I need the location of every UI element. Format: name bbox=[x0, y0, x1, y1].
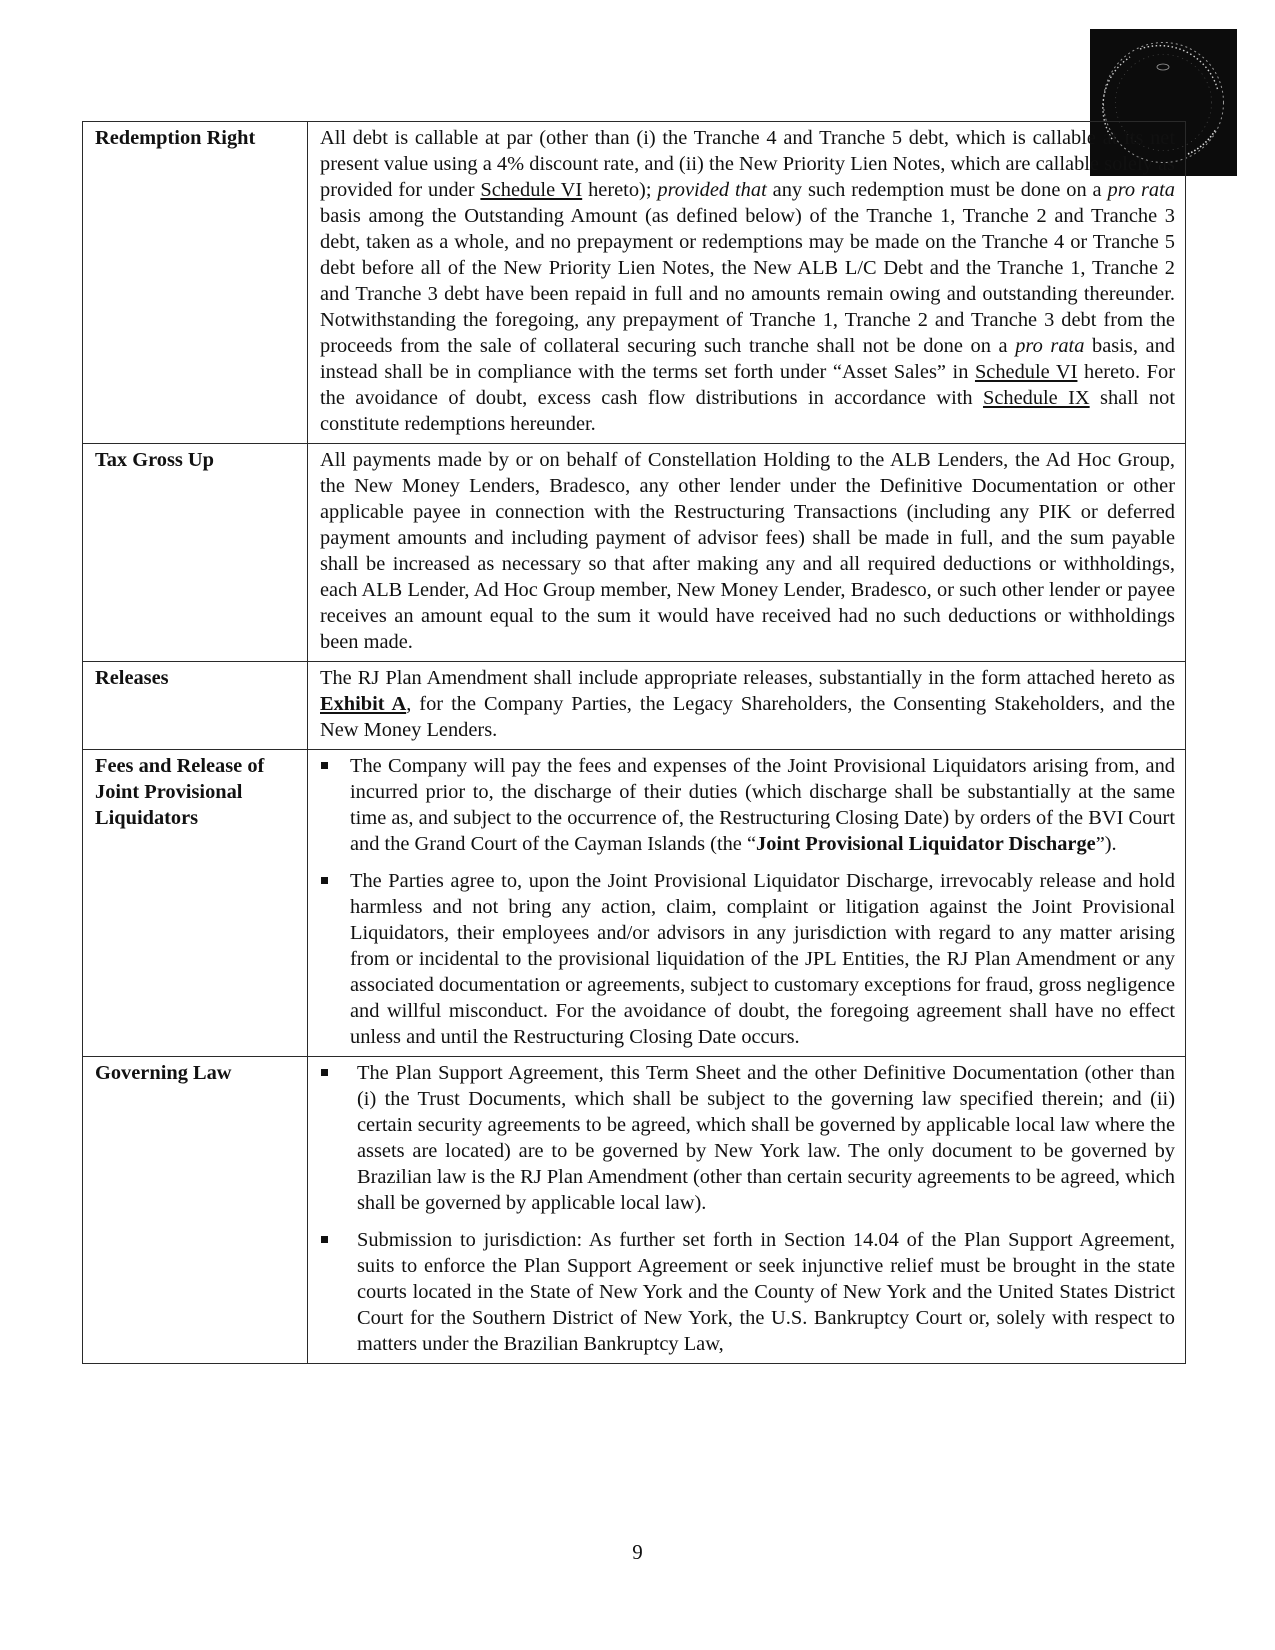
text-run: Submission to jurisdiction: As further set forth in Section 14.04 of the Plan Support Agreement, suits to enforce the Plan Support Agreement or seek injunctive relief must be brought in the state courts located in the State of New York and the County of New York and the United States District Court for the Southern District of New York, the U.S. Bankruptcy Court or, solely with respect to matters under the Brazilian Bankruptcy Law, bbox=[357, 1229, 1175, 1355]
table-row bbox=[83, 750, 1186, 1057]
italic-text: pro rata bbox=[1015, 335, 1085, 357]
square-bullet-icon bbox=[321, 1236, 328, 1243]
row-content-tax-gross-up bbox=[308, 444, 1186, 662]
text-run: shall not constitute redemptions hereunder. bbox=[320, 387, 1175, 435]
list-item bbox=[320, 753, 1175, 857]
text-run: , for the Company Parties, the Legacy Shareholders, the Consenting Stakeholders, and the New Money Lenders. bbox=[320, 693, 1175, 741]
text-run: The RJ Plan Amendment shall include appropriate releases, substantially in the form attached hereto as bbox=[320, 667, 1175, 689]
paragraph: All payments made by or on behalf of Constellation Holding to the ALB Lenders, the Ad Hoc Group, the New Money Lenders, Bradesco, any other lender under the Definitive Documentation or other applicable payee in connection with the Restructuring Transactions (including any PIK or deferred payment amounts and including payment of advisor fees) shall be made in full, and the sum payable shall be increased as necessary so that after making any and all required deductions or withholdings, each ALB Lender, Ad Hoc Group member, New Money Lender, Bradesco, or such other lender or payee receives an amount equal to the sum it would have received had no such deductions or withholdings been made. bbox=[320, 449, 1175, 653]
square-bullet-icon bbox=[321, 762, 328, 769]
row-content-releases bbox=[308, 662, 1186, 750]
text-run: The Company will pay the fees and expenses of the Joint Provisional Liquidators arising from, and incurred prior to, the discharge of their duties (which discharge shall be substantially at the same time as, and subject to the occurrence of, the Restructuring Closing Date) by orders of the BVI Court and the Grand Court of the Cayman Islands (the “ bbox=[350, 755, 1175, 855]
text-run: ”). bbox=[1095, 833, 1117, 855]
row-label: Releases bbox=[83, 662, 308, 750]
page-number: 9 bbox=[632, 1540, 643, 1564]
schedule-reference: Schedule VI bbox=[974, 361, 1078, 383]
row-content-fees-and-release bbox=[308, 750, 1186, 1057]
row-content-redemption-right bbox=[308, 122, 1186, 444]
exhibit-reference: Exhibit A bbox=[320, 693, 407, 715]
text-run: All debt is callable at par (other than (i) the Tranche 4 and Tranche 5 debt, which is callable at its net present value using a 4% discount rate, and (ii) the New Priority Lien Notes, which are callable solely as provided for under bbox=[320, 127, 1175, 201]
bullet-list bbox=[320, 753, 1175, 1050]
paragraph bbox=[320, 125, 1175, 437]
list-item bbox=[320, 1227, 1175, 1357]
row-label: Governing Law bbox=[83, 1057, 308, 1364]
list-item bbox=[320, 868, 1175, 1050]
row-label: Redemption Right bbox=[83, 122, 308, 444]
square-bullet-icon bbox=[321, 1069, 328, 1076]
row-content-governing-law bbox=[308, 1057, 1186, 1364]
text-run: basis, and instead shall be in compliance with the terms set forth under “Asset Sales” in bbox=[320, 335, 1175, 383]
text-run: The Parties agree to, upon the Joint Provisional Liquidator Discharge, irrevocably release and hold harmless and not bring any action, claim, complaint or litigation against the Joint Provisional Liquidators, their employees and/or advisors in any jurisdiction with regard to any matter arising from or incidental to the provisional liquidation of the JPL Entities, the RJ Plan Amendment or any associated documentation or agreements, subject to customary exceptions for fraud, gross negligence and willful misconduct. For the avoidance of doubt, the foregoing agreement shall have no effect unless and until the Restructuring Closing Date occurs. bbox=[350, 870, 1175, 1048]
schedule-reference: Schedule VI bbox=[480, 179, 583, 201]
text-run: The Plan Support Agreement, this Term Sheet and the other Definitive Documentation (other than (i) the Trust Documents, which shall be subject to the governing law specified therein; and (ii) certain security agreements to be agreed, which shall be governed by applicable local law where the assets are located) are to be governed by New York law. The only document to be governed by Brazilian law is the RJ Plan Amendment (other than certain security agreements to be agreed, which shall be governed by applicable local law). bbox=[357, 1062, 1175, 1214]
bullet-list bbox=[320, 1060, 1175, 1357]
text-run: basis among the Outstanding Amount (as defined below) of the Tranche 1, Tranche 2 and Tranche 3 debt, taken as a whole, and no prepayment or redemptions may be made on the Tranche 4 or Tranche 5 debt before all of the New Priority Lien Notes, the New ALB L/C Debt and the Tranche 1, Tranche 2 and Tranche 3 debt have been repaid in full and no amounts remain owing and outstanding thereunder. Notwithstanding the foregoing, any prepayment of Tranche 1, Tranche 2 and Tranche 3 debt from the proceeds from the sale of collateral securing such tranche shall not be done on a bbox=[320, 205, 1175, 357]
text-run: hereto. For the avoidance of doubt, excess cash flow distributions in accordance with bbox=[320, 361, 1175, 409]
row-label: Fees and Release of Joint Provisional Liquidators bbox=[83, 750, 308, 1057]
table-row bbox=[83, 1057, 1186, 1364]
defined-term: Joint Provisional Liquidator Discharge bbox=[756, 833, 1096, 855]
square-bullet-icon bbox=[321, 877, 328, 884]
text-run: any such redemption must be done on a bbox=[766, 179, 1108, 201]
schedule-reference: Schedule IX bbox=[982, 387, 1090, 409]
list-item bbox=[320, 1060, 1175, 1216]
table-row bbox=[83, 662, 1186, 750]
term-sheet-table bbox=[82, 121, 1186, 1364]
row-label: Tax Gross Up bbox=[83, 444, 308, 662]
italic-text: provided that bbox=[657, 179, 767, 201]
paragraph bbox=[320, 665, 1175, 743]
table-row bbox=[83, 122, 1186, 444]
text-run: hereto); bbox=[582, 179, 658, 201]
table-row bbox=[83, 444, 1186, 662]
italic-text: pro rata bbox=[1107, 179, 1175, 201]
